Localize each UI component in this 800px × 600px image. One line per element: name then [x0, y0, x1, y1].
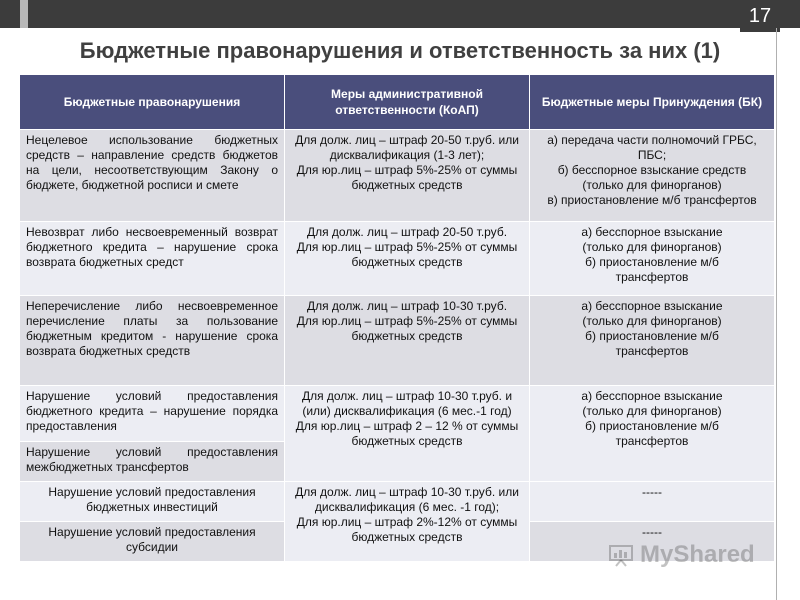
- measures-text: а) бесспорное взыскание (только для финорганов) б) приостановление м/б трансфертов: [581, 225, 723, 284]
- title-accent-bar: [20, 0, 28, 28]
- measures-text: а) бесспорное взыскание (только для финорганов) б) приостановление м/б трансфертов: [581, 389, 723, 448]
- violation-cell: [20, 442, 285, 482]
- violation-text: Нарушение условий предоставления бюджетного кредита – нарушение порядка предоставления: [26, 389, 278, 433]
- violation-cell: [20, 522, 285, 562]
- violation-text: Неперечисление либо несвоевременное перечисление платы за пользование бюджетным кредитом - нарушение срока возврата бюджетных средств: [26, 299, 278, 358]
- violation-cell: [20, 130, 285, 222]
- header-violations: Бюджетные правонарушения: [20, 75, 285, 130]
- admin-text: Для долж. лиц – штраф 10-30 т.руб. или дисквалификация (6 мес. -1 год); Для юр.лиц – штраф 2%-12% от суммы бюджетных средств: [295, 485, 519, 544]
- measures-text: -----: [642, 485, 662, 499]
- table-row: [20, 296, 775, 386]
- violation-text: Нарушение условий предоставления бюджетных инвестиций: [48, 485, 256, 514]
- presentation-icon: [608, 543, 634, 567]
- watermark: [608, 541, 758, 571]
- admin-cell: [285, 386, 530, 482]
- violations-table: [19, 74, 775, 562]
- admin-text: Для долж. лиц – штраф 10-30 т.руб. и (или) дисквалификация (6 мес.-1 год) Для юр.лиц – штраф 2 – 12 % от суммы бюджетных средств: [295, 389, 519, 448]
- top-bar: [0, 0, 800, 28]
- measures-cell: [530, 386, 775, 482]
- measures-text: а) бесспорное взыскание (только для финорганов) б) приостановление м/б трансфертов: [581, 299, 723, 358]
- measures-text: а) передача части полномочий ГРБС, ПБС; б) бесспорное взыскание средств (только для финорганов) в) приостановление м/б трансфертов: [547, 133, 757, 207]
- table-row: [20, 130, 775, 222]
- violation-cell: [20, 296, 285, 386]
- header-admin-liability: Меры административной ответственности (КоАП): [285, 75, 530, 130]
- slide-number: 17: [740, 0, 780, 32]
- measures-cell: [530, 222, 775, 296]
- violation-text: Невозврат либо несвоевременный возврат бюджетного кредита – нарушение срока возврата бюджетных средст: [26, 225, 278, 269]
- slide-title: Бюджетные правонарушения и ответственность за них (1): [79, 38, 721, 63]
- admin-cell: [285, 130, 530, 222]
- admin-text: Для долж. лиц – штраф 20-50 т.руб. Для юр.лиц – штраф 5%-25% от суммы бюджетных средств: [296, 225, 518, 269]
- table-row: [20, 482, 775, 522]
- admin-cell: [285, 296, 530, 386]
- admin-text: Для долж. лиц – штраф 20-50 т.руб. или дисквалификация (1-3 лет); Для юр.лиц – штраф 5%-25% от суммы бюджетных средств: [295, 133, 519, 192]
- admin-cell: [285, 482, 530, 562]
- violation-text: Нецелевое использование бюджетных средств – направление средств бюджетов на цели, несоответствующим Закону о бюджете, бюджетной росписи и смете: [26, 133, 278, 192]
- watermark-text: MyShared: [640, 541, 755, 568]
- measures-cell: [530, 130, 775, 222]
- admin-text: Для долж. лиц – штраф 10-30 т.руб. Для юр.лиц – штраф 5%-25% от суммы бюджетных средств: [296, 299, 518, 343]
- right-divider: [776, 28, 777, 600]
- table-row: [20, 386, 775, 442]
- measures-text: -----: [642, 525, 662, 539]
- header-budget-measures: Бюджетные меры Принуждения (БК): [530, 75, 775, 130]
- violation-text: Нарушение условий предоставления межбюджетных трансфертов: [26, 445, 278, 474]
- violation-text: Нарушение условий предоставления субсидии: [48, 525, 256, 554]
- violation-cell: [20, 222, 285, 296]
- admin-cell: [285, 222, 530, 296]
- measures-cell: [530, 296, 775, 386]
- table-header-row: [20, 75, 775, 130]
- table-row: [20, 222, 775, 296]
- violation-cell: [20, 386, 285, 442]
- violation-cell: [20, 482, 285, 522]
- measures-cell: [530, 482, 775, 522]
